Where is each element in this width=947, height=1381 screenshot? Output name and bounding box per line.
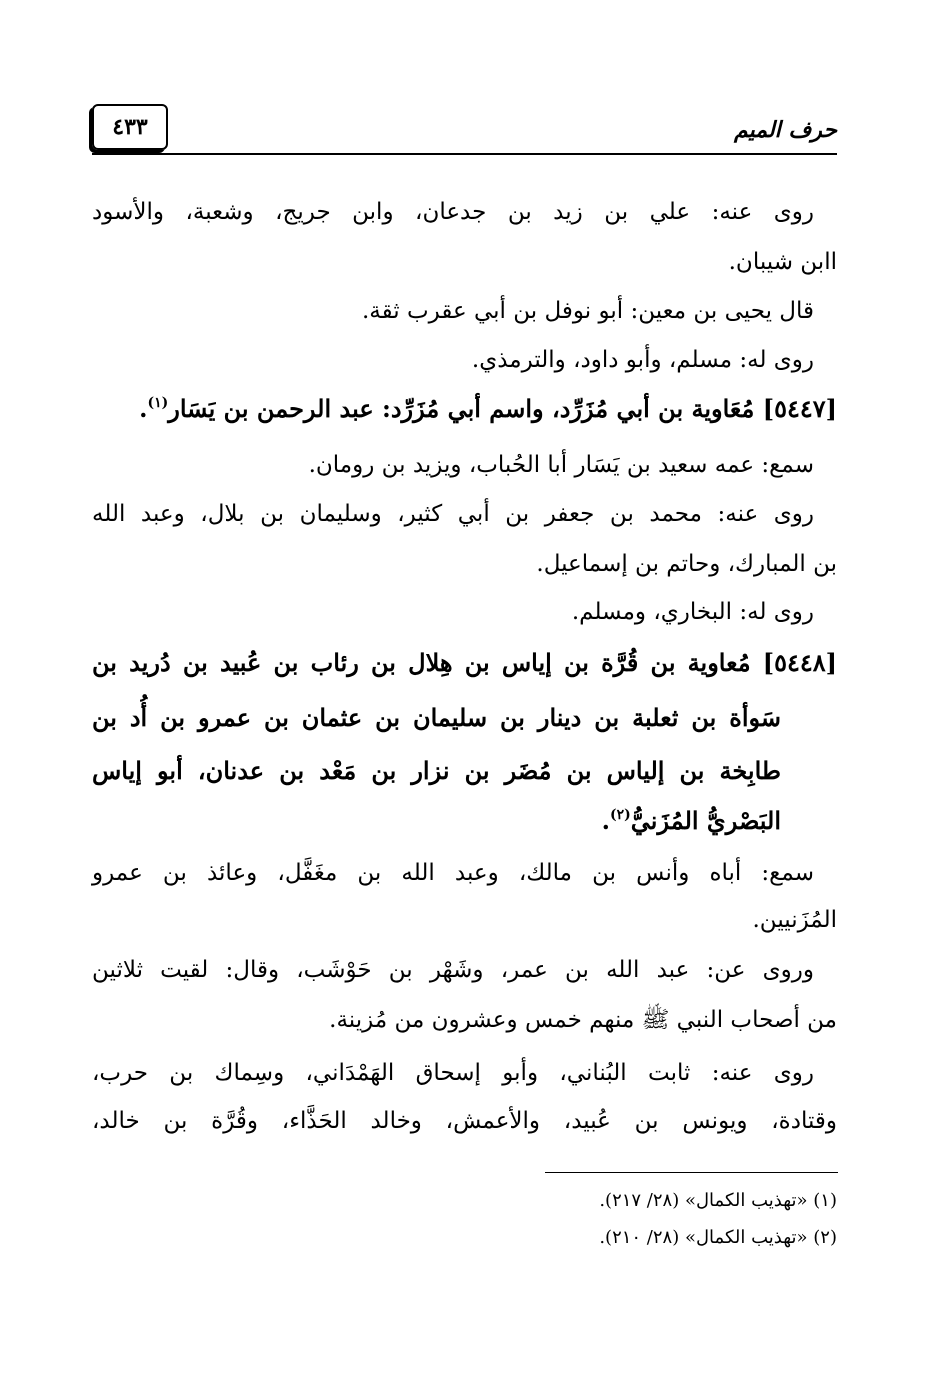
- text-line: سمع: عمه سعيد بن يَسَار أبا الحُباب، ويزيد بن رومان.: [308, 452, 814, 478]
- heading-end-dot: .: [139, 394, 148, 423]
- text-line: روى له: البخاري، ومسلم.: [571, 599, 814, 625]
- text-line: روى عنه: محمد بن جعفر بن أبي كثير، وسليمان بن بلال، وعبد الله: [92, 501, 814, 527]
- footnote-2: (٢) «تهذيب الكمال» (٢٨/ ٢١٠).: [599, 1227, 837, 1248]
- entry-heading-line: سَوأة بن ثعلبة بن دينار بن سليمان بن عثمان بن عمرو بن أُد بن: [92, 703, 781, 732]
- page-number: [92, 104, 168, 150]
- footnote-rule: [545, 1172, 838, 1173]
- heading-end-dot: .: [601, 806, 611, 835]
- page-number-text: ٤٣٣: [112, 114, 148, 140]
- entry-heading-text: البَصْريُّ المُزَنيُّ: [630, 806, 781, 835]
- header-rule: [92, 153, 837, 155]
- text-line: وقتادة، ويونس بن عُبيد، والأعمش، وخالد الحَذَّاء، وقُرَّة بن خالد،: [92, 1108, 837, 1134]
- entry-heading-line: طابِخة بن إلياس بن مُضَر بن نزار بن مَعْد بن عدنان، أبو إياس: [92, 756, 781, 785]
- text-line: روى عنه: ثابت البُناني، وأبو إسحاق الهَمْدَاني، وسِماك بن حرب،: [92, 1060, 814, 1086]
- entry-heading-5448: [٥٤٤٨] مُعاوية بن قُرَّة بن إياس بن هِلال بن رئاب بن عُبيد بن دُريد بن: [92, 648, 837, 677]
- text-line: من أصحاب النبي ﷺ منهم خمس وعشرون من مُزينة.: [329, 1007, 837, 1033]
- text-line: اابن شيبان.: [728, 249, 837, 275]
- text-line: بن المبارك، وحاتم بن إسماعيل.: [536, 551, 837, 577]
- footnote-ref-2: (٢): [610, 807, 631, 823]
- footnote-ref-1: (١): [147, 395, 169, 411]
- text-line: سمع: أباه وأنس بن مالك، وعبد الله بن مغَفَّل، وعائذ بن عمرو: [92, 860, 814, 886]
- footnote-1: (١) «تهذيب الكمال» (٢٨/ ٢١٧).: [599, 1190, 837, 1211]
- text-line: المُزَنيين.: [752, 907, 837, 933]
- text-line: وروى عن: عبد الله بن عمر، وشَهْر بن حَوْشَب، وقال: لقيت ثلاثين: [92, 957, 814, 983]
- text-line: روى عنه: علي بن زيد بن جدعان، وابن جريج، وشعبة، والأسود: [92, 199, 814, 225]
- text-line: روى له: مسلم، وأبو داود، والترمذي.: [471, 347, 814, 373]
- running-head: حرف الميم: [733, 117, 837, 143]
- entry-heading-text: [٥٤٤٧] مُعَاوية بن أبي مُزَرِّد، واسم أبي مُزَرِّد: عبد الرحمن بن يَسَار: [168, 394, 837, 423]
- entry-heading-5447: [92, 394, 837, 428]
- entry-heading-line: [92, 806, 781, 840]
- text-line: قال يحيى بن معين: أبو نوفل بن أبي عقرب ثقة.: [361, 298, 814, 324]
